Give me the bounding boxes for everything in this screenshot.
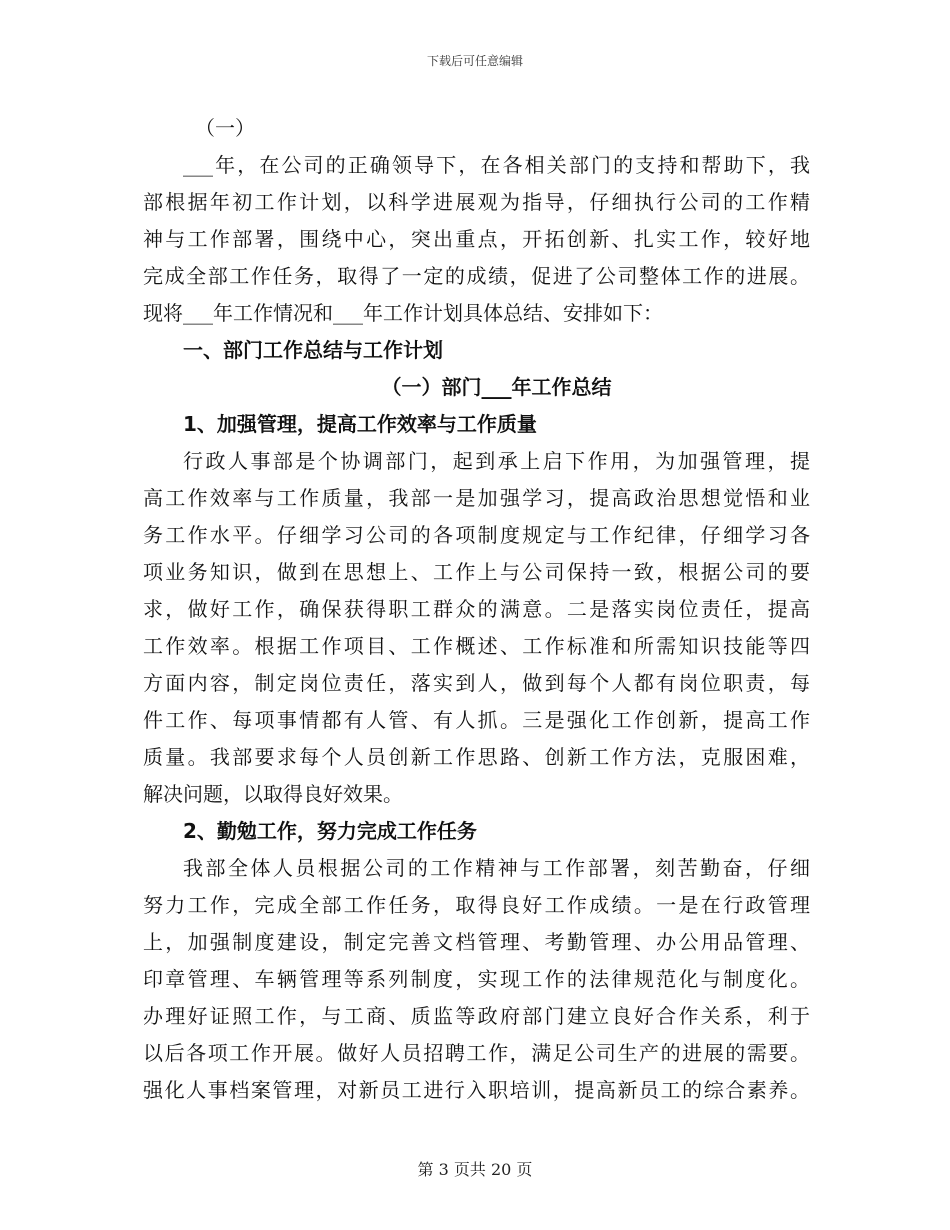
paragraph-line: 上，加强制度建设，制定完善文档管理、考勤管理、办公用品管理、 (143, 930, 810, 954)
paragraph-line: 印章管理、车辆管理等系列制度，实现工作的法律规范化与制度化。 (143, 967, 810, 991)
heading-level-2: （一）部门___年工作总结 (381, 375, 612, 399)
paragraph-line: 高工作效率与工作质量，我部一是加强学习，提高政治思想觉悟和业 (143, 486, 810, 510)
paragraph-line: 完成全部工作任务，取得了一定的成绩，促进了公司整体工作的进展。 (143, 264, 810, 288)
paragraph-line: ___年，在公司的正确领导下，在各相关部门的支持和帮助下，我 (183, 153, 810, 177)
paragraph-line: 方面内容，制定岗位责任，落实到人，做到每个人都有岗位职责，每 (143, 671, 810, 695)
paragraph-line: 工作效率。根据工作项目、工作概述、工作标准和所需知识技能等四 (143, 634, 810, 658)
paragraph-line: 部根据年初工作计划，以科学进展观为指导，仔细执行公司的工作精 (143, 190, 810, 214)
paragraph-line: 强化人事档案管理，对新员工进行入职培训，提高新员工的综合素养。 (143, 1078, 810, 1102)
paragraph-line: 解决问题，以取得良好效果。 (143, 782, 403, 806)
paragraph-line: 现将___年工作情况和___年工作计划具体总结、安排如下： (143, 301, 663, 325)
paragraph-line: 我部全体人员根据公司的工作精神与工作部署，刻苦勤奋，仔细 (183, 856, 810, 880)
paragraph-line: 质量。我部要求每个人员创新工作思路、创新工作方法，克服困难， (143, 745, 810, 769)
document-body (143, 110, 810, 1109)
paragraph-line: 项业务知识，做到在思想上、工作上与公司保持一致，根据公司的要 (143, 560, 810, 584)
paragraph-line: 行政人事部是个协调部门，起到承上启下作用，为加强管理，提 (183, 449, 810, 473)
paragraph-line: 求，做好工作，确保获得职工群众的满意。二是落实岗位责任，提高 (143, 597, 810, 621)
paragraph-line: 努力工作，完成全部工作任务，取得良好工作成绩。一是在行政管理 (143, 893, 810, 917)
heading-level-1: 一、部门工作总结与工作计划 (183, 338, 443, 362)
paragraph-line: 办理好证照工作，与工商、质监等政府部门建立良好合作关系，利于 (143, 1004, 810, 1028)
paragraph-line: 务工作水平。仔细学习公司的各项制度规定与工作纪律，仔细学习各 (143, 523, 810, 547)
section-label: （一） (195, 116, 255, 140)
subsection-title: 1、加强管理，提高工作效率与工作质量 (183, 412, 537, 436)
paragraph-line: 神与工作部署，围绕中心，突出重点，开拓创新、扎实工作，较好地 (143, 227, 810, 251)
paragraph-line: 以后各项工作开展。做好人员招聘工作，满足公司生产的进展的需要。 (143, 1041, 810, 1065)
paragraph-line: 件工作、每项事情都有人管、有人抓。三是强化工作创新，提高工作 (143, 708, 810, 732)
subsection-title: 2、勤勉工作，努力完成工作任务 (183, 819, 477, 843)
page-number: 第 3 页共 20 页 (417, 1160, 533, 1179)
page-header-note: 下载后可任意编辑 (426, 54, 523, 68)
